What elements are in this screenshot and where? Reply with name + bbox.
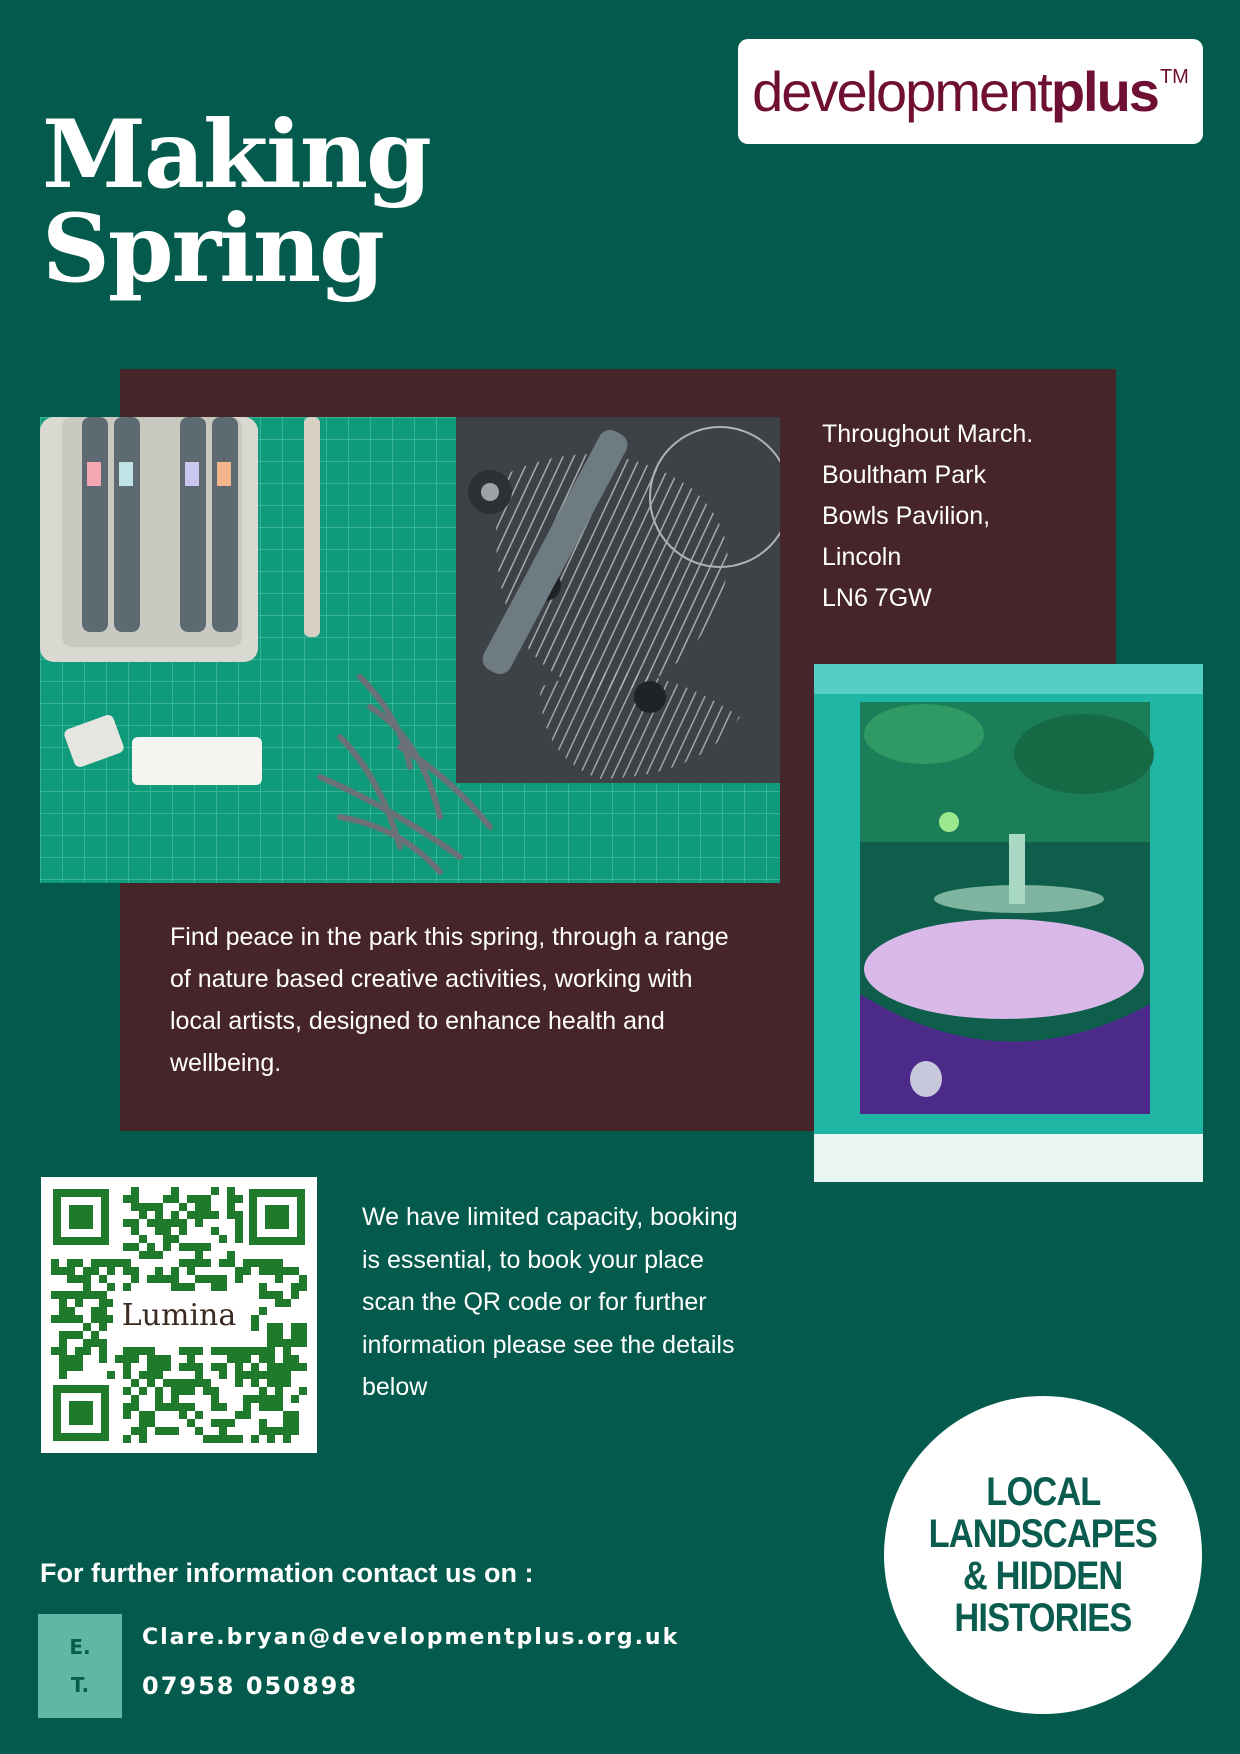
badge-line-1: LOCAL xyxy=(985,1470,1101,1514)
title-line-2: Spring xyxy=(42,194,383,304)
badge-line-4: HISTORIES xyxy=(954,1596,1132,1640)
email-label: E. xyxy=(69,1635,91,1659)
logo-regular-text: development xyxy=(752,60,1051,123)
booking-qr-code[interactable] xyxy=(41,1177,317,1453)
badge-line-2: LANDSCAPES xyxy=(928,1512,1158,1556)
qr-brand-label: Lumina xyxy=(121,1298,237,1333)
contact-labels xyxy=(38,1614,122,1718)
contact-email-link[interactable]: Clare.bryan@developmentplus.org.uk xyxy=(142,1625,680,1650)
contact-phone[interactable]: 07958 050898 xyxy=(142,1672,359,1700)
fountain-painting xyxy=(814,664,1203,1182)
booking-info: We have limited capacity, booking is essential, to book your place scan the QR code or for further information please see the details below xyxy=(362,1203,738,1402)
local-landscapes-hidden-histories-logo xyxy=(884,1396,1202,1714)
trademark-mark: TM xyxy=(1159,66,1189,88)
event-description: Find peace in the park this spring, through a range of nature based creative activities, working with local artists, designed to enhance health and wellbeing. xyxy=(170,923,729,1077)
location-line-3: Bowls Pavilion, xyxy=(822,502,991,530)
logo-bold-text: plus xyxy=(1050,60,1158,123)
location-line-4: Lincoln xyxy=(822,543,902,571)
logo-wordmark xyxy=(752,59,1189,124)
location-line-5: LN6 7GW xyxy=(822,584,932,612)
location-line-1: Throughout March. xyxy=(822,420,1034,448)
title-line-1: Making xyxy=(42,100,430,210)
badge-line-3: & HIDDEN xyxy=(963,1554,1123,1598)
location-line-2: Boultham Park xyxy=(822,461,986,489)
printmaking-tools-photo xyxy=(40,417,780,883)
phone-label: T. xyxy=(70,1673,90,1697)
contact-heading: For further information contact us on : xyxy=(40,1558,534,1588)
development-plus-logo xyxy=(738,39,1203,144)
poster-title xyxy=(42,100,430,304)
event-location xyxy=(822,414,1033,619)
